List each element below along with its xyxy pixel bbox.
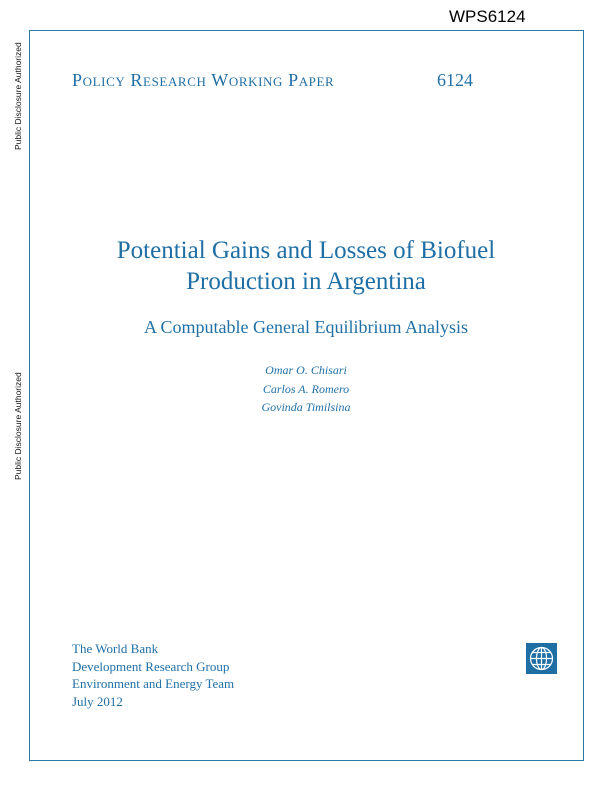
paper-number: 6124: [437, 70, 473, 90]
author-list: [0, 361, 612, 417]
publisher-name: The World Bank: [72, 641, 159, 656]
public-disclosure-label-middle: Public Disclosure Authorized: [13, 372, 23, 480]
paper-title: [0, 235, 612, 297]
author-name: Carlos A. Romero: [262, 381, 350, 396]
world-bank-logo-icon: [526, 643, 557, 674]
document-id: WPS6124: [449, 7, 526, 26]
title-line-2: Production in Argentina: [186, 268, 426, 295]
author-name: Govinda Timilsina: [261, 400, 351, 414]
department-name: Development Research Group: [72, 658, 230, 674]
publication-date: July 2012: [72, 693, 123, 709]
author-name: Omar O. Chisari: [265, 363, 347, 377]
team-name: Environment and Energy Team: [72, 676, 235, 691]
title-line-1: Potential Gains and Losses of Biofuel: [116, 237, 496, 264]
public-disclosure-label-top: Public Disclosure Authorized: [13, 42, 23, 150]
series-name: Policy Research Working Paper: [72, 70, 335, 90]
publisher-block: [72, 640, 234, 710]
paper-subtitle: A Computable General Equilibrium Analysis: [144, 317, 468, 337]
